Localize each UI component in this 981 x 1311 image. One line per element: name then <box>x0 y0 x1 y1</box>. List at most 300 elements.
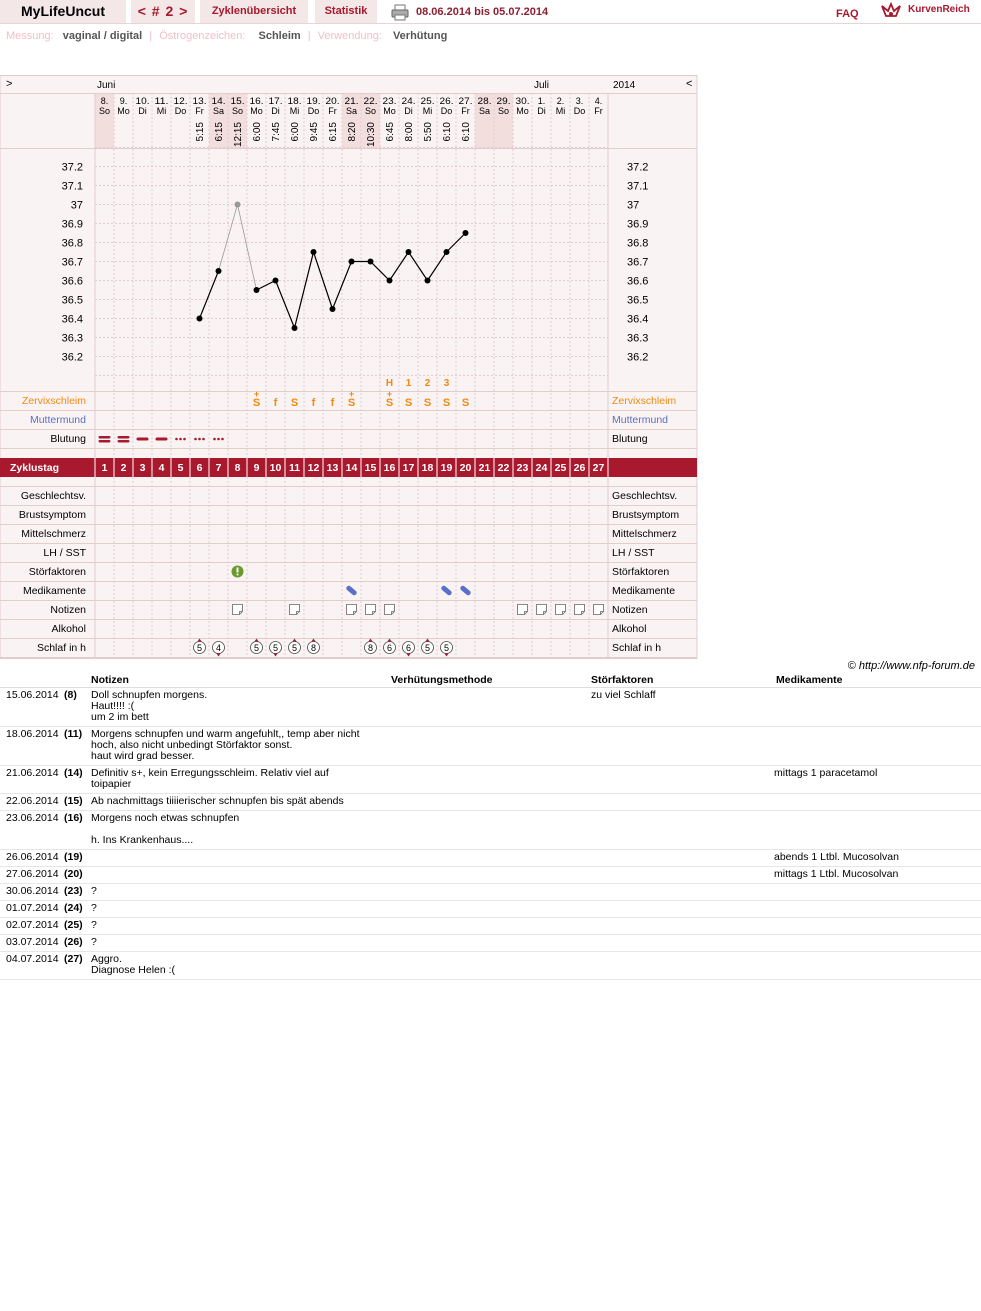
meds-cell <box>774 884 981 901</box>
meds-cell <box>774 935 981 952</box>
meds-column-header: Medikamente <box>774 673 981 688</box>
row-label-breast-right: Brustsymptom <box>612 509 680 521</box>
cycle-day-number: 20 <box>459 462 472 474</box>
weekday-label: So <box>231 106 244 116</box>
bleeding-spot-mark <box>183 438 186 441</box>
weekday-label: So <box>98 106 111 116</box>
meds-cell <box>774 811 981 850</box>
separator: | <box>149 30 153 42</box>
day-cell: (23) <box>62 884 89 901</box>
weekday-label: So <box>364 106 377 116</box>
date-cell: 03.07.2014 <box>0 935 62 952</box>
temperature-point <box>311 249 317 255</box>
cycle-day-number: 6 <box>196 462 203 474</box>
day-number: 19. <box>306 96 321 106</box>
table-row <box>0 727 981 766</box>
cycle-day-number: 26 <box>573 462 586 474</box>
day-number: 2. <box>556 96 565 106</box>
bleeding-spot-mark <box>221 438 224 441</box>
note-cell: ? <box>89 935 389 952</box>
y-tick-label-right: 37.1 <box>627 180 649 193</box>
note-icon <box>233 605 243 615</box>
row-label-sleep: Schlaf in h <box>36 642 86 654</box>
printer-icon[interactable] <box>391 4 409 26</box>
day-number: 8. <box>100 96 109 106</box>
day-number: 10. <box>135 96 150 106</box>
meds-cell <box>774 918 981 935</box>
sleep-hours: 8 <box>310 643 317 653</box>
meds-cell <box>774 794 981 811</box>
method-cell <box>389 727 589 766</box>
y-tick-label-right: 36.3 <box>627 332 649 345</box>
temperature-point <box>254 287 260 293</box>
mucus-plus-mark: + <box>253 389 260 399</box>
table-row <box>0 688 981 727</box>
cycle-day-number: 3 <box>139 462 146 474</box>
y-tick-label-right: 37.2 <box>627 161 649 174</box>
weekday-label: Do <box>573 106 586 116</box>
mucus-symbol: S <box>461 397 470 409</box>
date-cell: 27.06.2014 <box>0 867 62 884</box>
disturb-cell <box>589 884 774 901</box>
next-cycle-arrow: < <box>686 78 693 90</box>
crown-logo-icon <box>880 2 902 25</box>
cycle-day-number: 14 <box>345 462 358 474</box>
y-tick-label-left: 36.8 <box>61 237 83 250</box>
peak-counter-label: 1 <box>405 378 412 389</box>
y-tick-label-right: 36.9 <box>627 218 649 231</box>
note-icon <box>518 605 528 615</box>
estrogen-value: Schleim <box>258 30 301 42</box>
bleeding-medium-mark <box>156 438 168 441</box>
method-cell <box>389 811 589 850</box>
measure-time: 6:10 <box>461 122 472 142</box>
method-cell <box>389 850 589 867</box>
temperature-point <box>368 259 374 265</box>
note-icon <box>366 605 376 615</box>
weekday-label: Di <box>404 106 413 116</box>
cycle-day-number: 4 <box>158 462 165 474</box>
note-cell: Ab nachmittags tiiiierischer schnupfen bis spät abends <box>89 794 389 811</box>
use-label: Verwendung: <box>317 30 382 42</box>
day-number: 23. <box>382 96 397 106</box>
mucus-symbol: S <box>442 397 451 409</box>
weekday-label: Fr <box>594 106 603 116</box>
tab-cycle-overview[interactable]: Zyklenübersicht <box>200 0 308 23</box>
table-row <box>0 918 981 935</box>
note-cell: Aggro. Diagnose Helen :( <box>89 952 389 980</box>
bleeding-spot-mark <box>202 438 205 441</box>
meds-cell <box>774 952 981 980</box>
month-label: Juni <box>97 80 116 91</box>
temperature-point <box>387 278 393 284</box>
bleeding-heavy-mark <box>99 436 111 439</box>
measure-time: 6:10 <box>442 122 453 142</box>
measure-value: vaginal / digital <box>62 30 143 42</box>
table-row <box>0 811 981 850</box>
meds-cell <box>774 688 981 727</box>
y-tick-label-left: 36.5 <box>61 294 83 307</box>
meds-cell <box>774 727 981 766</box>
day-number: 15. <box>230 96 245 106</box>
mucus-symbol: S <box>423 397 432 409</box>
row-label-alcohol-right: Alkohol <box>612 623 647 635</box>
day-number: 1. <box>537 96 546 106</box>
weekday-label: Di <box>138 106 147 116</box>
measure-time: 12:15 <box>233 122 244 148</box>
weekday-label: Di <box>271 106 280 116</box>
note-icon <box>594 605 604 615</box>
table-row <box>0 867 981 884</box>
row-label-pain-right: Mittelschmerz <box>612 528 677 540</box>
cycle-day-number: 10 <box>269 462 282 474</box>
measurement-info <box>6 30 447 42</box>
app-title: MyLifeUncut <box>0 0 126 23</box>
row-label-bleeding-right: Blutung <box>612 433 648 445</box>
sleep-hours: 6 <box>405 643 412 653</box>
day-cell: (26) <box>62 935 89 952</box>
cycle-day-label: Zyklustag <box>10 462 60 474</box>
row-label-sleep-right: Schlaf in h <box>612 642 662 654</box>
disturb-cell <box>589 727 774 766</box>
disturb-cell <box>589 901 774 918</box>
prev-cycle-arrow: > <box>6 78 13 90</box>
y-tick-label-right: 36.4 <box>627 313 649 326</box>
y-tick-label-left: 36.9 <box>61 218 83 231</box>
disturb-cell <box>589 794 774 811</box>
temperature-point <box>463 230 469 236</box>
day-number: 16. <box>249 96 264 106</box>
measure-time: 10:30 <box>366 122 377 148</box>
top-tab-bar <box>0 0 981 24</box>
disturb-column-header: Störfaktoren <box>589 673 774 688</box>
y-tick-label-left: 36.3 <box>61 332 83 345</box>
day-number: 14. <box>211 96 226 106</box>
note-cell: Definitiv s+, kein Erregungsschleim. Relativ viel auf toipapier <box>89 766 389 794</box>
lower-panel-background <box>0 477 697 659</box>
method-cell <box>389 688 589 727</box>
row-label-meds: Medikamente <box>22 585 86 597</box>
row-label-disturb: Störfaktoren <box>28 566 86 578</box>
row-label-breast: Brustsymptom <box>18 509 86 521</box>
cycle-day-number: 7 <box>215 462 222 474</box>
weekday-label: Fr <box>195 106 204 116</box>
weekday-label: Mi <box>156 106 167 116</box>
row-label-lh-right: LH / SST <box>612 547 655 559</box>
method-cell <box>389 884 589 901</box>
mucus-symbol: f <box>311 397 316 409</box>
cycle-day-number: 21 <box>478 462 491 474</box>
y-tick-label-right: 36.7 <box>627 256 649 269</box>
day-cell: (8) <box>62 688 89 727</box>
mucus-plus-mark: + <box>348 389 355 399</box>
use-value: Verhütung <box>392 30 448 42</box>
day-cell: (16) <box>62 811 89 850</box>
day-number: 12. <box>173 96 188 106</box>
day-number: 28. <box>477 96 492 106</box>
temperature-point <box>273 278 279 284</box>
y-tick-label-left: 36.4 <box>61 313 83 326</box>
row-label-mucus: Zervixschleim <box>21 395 86 407</box>
measure-time: 8:20 <box>347 122 358 142</box>
cycle-day-number: 18 <box>421 462 434 474</box>
mucus-symbol: S <box>290 397 299 409</box>
method-cell <box>389 901 589 918</box>
bleeding-spot-mark <box>179 438 182 441</box>
bleeding-heavy-mark <box>118 436 130 439</box>
cycle-day-number: 17 <box>402 462 415 474</box>
sleep-hours: 6 <box>386 643 393 653</box>
measure-time: 5:50 <box>423 122 434 142</box>
weekday-label: Mi <box>422 106 433 116</box>
sleep-hours: 8 <box>367 643 374 653</box>
day-number: 29. <box>496 96 511 106</box>
day-number: 11. <box>154 96 169 106</box>
day-column-header <box>62 673 89 688</box>
y-tick-label-left: 36.2 <box>61 351 83 364</box>
peak-counter-label: 3 <box>443 378 450 389</box>
disturb-cell <box>589 918 774 935</box>
weekday-label: Mo <box>250 106 263 116</box>
weekday-label: Mi <box>289 106 300 116</box>
faq-link[interactable]: FAQ <box>836 8 859 20</box>
bleeding-spot-mark <box>198 438 201 441</box>
cycle-day-number: 12 <box>307 462 320 474</box>
measure-time: 6:45 <box>385 122 396 142</box>
day-cell: (25) <box>62 918 89 935</box>
day-number: 4. <box>594 96 603 106</box>
row-label-intercourse: Geschlechtsv. <box>20 490 86 502</box>
disturb-cell <box>589 952 774 980</box>
notes-column-header: Notizen <box>89 673 389 688</box>
weekday-label: Mo <box>117 106 130 116</box>
measure-time: 7:45 <box>271 122 282 142</box>
day-number: 25. <box>420 96 435 106</box>
note-cell: ? <box>89 884 389 901</box>
cycle-day-number: 5 <box>177 462 184 474</box>
disturb-cell: zu viel Schlaff <box>589 688 774 727</box>
row-label-alcohol: Alkohol <box>51 623 86 635</box>
row-label-mucus-right: Zervixschleim <box>612 395 677 407</box>
day-cell: (20) <box>62 867 89 884</box>
day-number: 20. <box>325 96 340 106</box>
bleeding-spot-mark <box>175 438 178 441</box>
y-tick-label-right: 36.2 <box>627 351 649 364</box>
notes-table <box>0 673 981 980</box>
year-label: 2014 <box>613 80 636 91</box>
measure-time: 6:15 <box>214 122 225 142</box>
weekday-label: Sa <box>345 106 358 116</box>
separator: | <box>307 30 311 42</box>
row-label-notes-right: Notizen <box>612 604 648 616</box>
disturb-cell <box>589 935 774 952</box>
weekday-label: Mi <box>555 106 566 116</box>
table-row <box>0 935 981 952</box>
table-row <box>0 766 981 794</box>
table-row <box>0 884 981 901</box>
table-row <box>0 794 981 811</box>
bleeding-spot-mark <box>217 438 220 441</box>
meds-cell: abends 1 Ltbl. Mucosolvan <box>774 850 981 867</box>
row-label-pain: Mittelschmerz <box>21 528 86 540</box>
note-icon <box>290 605 300 615</box>
day-number: 21. <box>344 96 359 106</box>
sleep-hours: 5 <box>272 643 279 653</box>
cycle-day-number: 27 <box>592 462 605 474</box>
note-cell: ? <box>89 918 389 935</box>
measure-time: 6:00 <box>290 122 301 142</box>
day-cell: (11) <box>62 727 89 766</box>
weekday-label: Sa <box>212 106 225 116</box>
weekday-label: Do <box>174 106 187 116</box>
cycle-navigator[interactable]: < # 2 > <box>131 0 195 23</box>
date-cell: 15.06.2014 <box>0 688 62 727</box>
note-icon <box>537 605 547 615</box>
sleep-hours: 5 <box>443 643 450 653</box>
y-tick-label-right: 37 <box>627 199 640 212</box>
estrogen-label: Östrogenzeichen: <box>159 30 246 42</box>
note-icon <box>575 605 585 615</box>
date-cell: 02.07.2014 <box>0 918 62 935</box>
weekday-label: Mo <box>383 106 396 116</box>
cycle-day-number: 15 <box>364 462 377 474</box>
method-cell <box>389 794 589 811</box>
weekday-label: Mo <box>516 106 529 116</box>
note-icon <box>385 605 395 615</box>
temperature-point <box>197 316 203 322</box>
temperature-point <box>406 249 412 255</box>
temperature-point <box>349 259 355 265</box>
weekday-label: Do <box>307 106 320 116</box>
cycle-day-number: 8 <box>234 462 241 474</box>
measure-time: 6:00 <box>252 122 263 142</box>
weekday-label: So <box>497 106 510 116</box>
method-cell <box>389 766 589 794</box>
row-label-lh: LH / SST <box>43 547 86 559</box>
y-tick-label-left: 36.6 <box>61 275 83 288</box>
date-cell: 23.06.2014 <box>0 811 62 850</box>
bleeding-medium-mark <box>137 438 149 441</box>
temperature-point <box>425 278 431 284</box>
day-number: 17. <box>268 96 283 106</box>
note-icon <box>556 605 566 615</box>
y-tick-label-right: 36.5 <box>627 294 649 307</box>
cycle-date-range: 08.06.2014 bis 05.07.2014 <box>416 6 549 18</box>
bleeding-spot-mark <box>194 438 197 441</box>
date-cell: 26.06.2014 <box>0 850 62 867</box>
note-icon <box>347 605 357 615</box>
cycle-day-number: 9 <box>253 462 260 474</box>
y-tick-label-left: 37.1 <box>61 180 83 193</box>
row-label-notes: Notizen <box>50 604 86 616</box>
date-cell: 01.07.2014 <box>0 901 62 918</box>
tab-statistics[interactable]: Statistik <box>315 0 377 23</box>
y-tick-label-right: 36.6 <box>627 275 649 288</box>
row-label-disturb-right: Störfaktoren <box>612 566 670 578</box>
weekday-label: Di <box>537 106 546 116</box>
cycle-day-number: 13 <box>326 462 339 474</box>
disturb-cell <box>589 766 774 794</box>
temperature-point <box>330 306 336 312</box>
bleeding-heavy-mark <box>118 440 130 443</box>
day-number: 27. <box>458 96 473 106</box>
temperature-point <box>444 249 450 255</box>
peak-counter-label: H <box>385 378 394 389</box>
disturb-cell <box>589 867 774 884</box>
row-label-bleeding: Blutung <box>50 433 86 445</box>
row-label-meds-right: Medikamente <box>612 585 676 597</box>
table-row <box>0 850 981 867</box>
row-label-cervix: Muttermund <box>29 414 86 426</box>
day-number: 24. <box>401 96 416 106</box>
cycle-day-number: 24 <box>535 462 548 474</box>
meds-cell <box>774 901 981 918</box>
row-label-cervix-right: Muttermund <box>612 414 669 426</box>
day-number: 3. <box>575 96 584 106</box>
day-number: 9. <box>119 96 128 106</box>
copyright: © http://www.nfp-forum.de <box>847 660 975 672</box>
cycle-chart <box>0 75 698 659</box>
sleep-hours: 5 <box>424 643 431 653</box>
note-cell: ? <box>89 901 389 918</box>
sleep-hours: 4 <box>215 643 222 653</box>
day-number: 18. <box>287 96 302 106</box>
meds-cell: mittags 1 paracetamol <box>774 766 981 794</box>
sleep-hours: 5 <box>196 643 203 653</box>
meds-cell: mittags 1 Ltbl. Mucosolvan <box>774 867 981 884</box>
disturb-cell <box>589 850 774 867</box>
date-cell: 18.06.2014 <box>0 727 62 766</box>
note-cell: Morgens schnupfen und warm angefuhlt,, temp aber nicht hoch, also nicht unbedingt Störfaktor sonst. haut wird grad besser. <box>89 727 389 766</box>
day-cell: (14) <box>62 766 89 794</box>
sleep-hours: 5 <box>291 643 298 653</box>
date-cell: 21.06.2014 <box>0 766 62 794</box>
measure-time: 6:15 <box>328 122 339 142</box>
weekday-label: Fr <box>328 106 337 116</box>
note-cell: Doll schnupfen morgens. Haut!!!! :( um 2 im bett <box>89 688 389 727</box>
day-cell: (15) <box>62 794 89 811</box>
cycle-day-number: 23 <box>516 462 529 474</box>
mucus-plus-mark: + <box>386 389 393 399</box>
disturbance-icon-mark <box>237 574 239 576</box>
y-tick-label-left: 36.7 <box>61 256 83 269</box>
table-row <box>0 901 981 918</box>
note-cell <box>89 850 389 867</box>
temperature-point <box>216 268 222 274</box>
mucus-symbol: S <box>347 397 356 409</box>
method-cell <box>389 935 589 952</box>
method-cell <box>389 952 589 980</box>
cycle-day-number: 11 <box>288 462 301 474</box>
table-row <box>0 952 981 980</box>
day-cell: (19) <box>62 850 89 867</box>
mucus-symbol: f <box>330 397 335 409</box>
date-cell: 30.06.2014 <box>0 884 62 901</box>
note-cell: Morgens noch etwas schnupfen h. Ins Krankenhaus.... <box>89 811 389 850</box>
day-number: 22. <box>363 96 378 106</box>
date-cell: 22.06.2014 <box>0 794 62 811</box>
weekday-label: Fr <box>461 106 470 116</box>
temperature-point <box>235 202 241 208</box>
weekday-label: Do <box>440 106 453 116</box>
cycle-day-number: 2 <box>120 462 127 474</box>
day-number: 13. <box>192 96 207 106</box>
mucus-symbol: S <box>385 397 394 409</box>
measure-label: Messung: <box>6 30 54 42</box>
row-label-intercourse-right: Geschlechtsv. <box>612 490 678 502</box>
brand-name[interactable]: KurvenReich <box>908 4 970 15</box>
method-column-header: Verhütungsmethode <box>389 673 589 688</box>
